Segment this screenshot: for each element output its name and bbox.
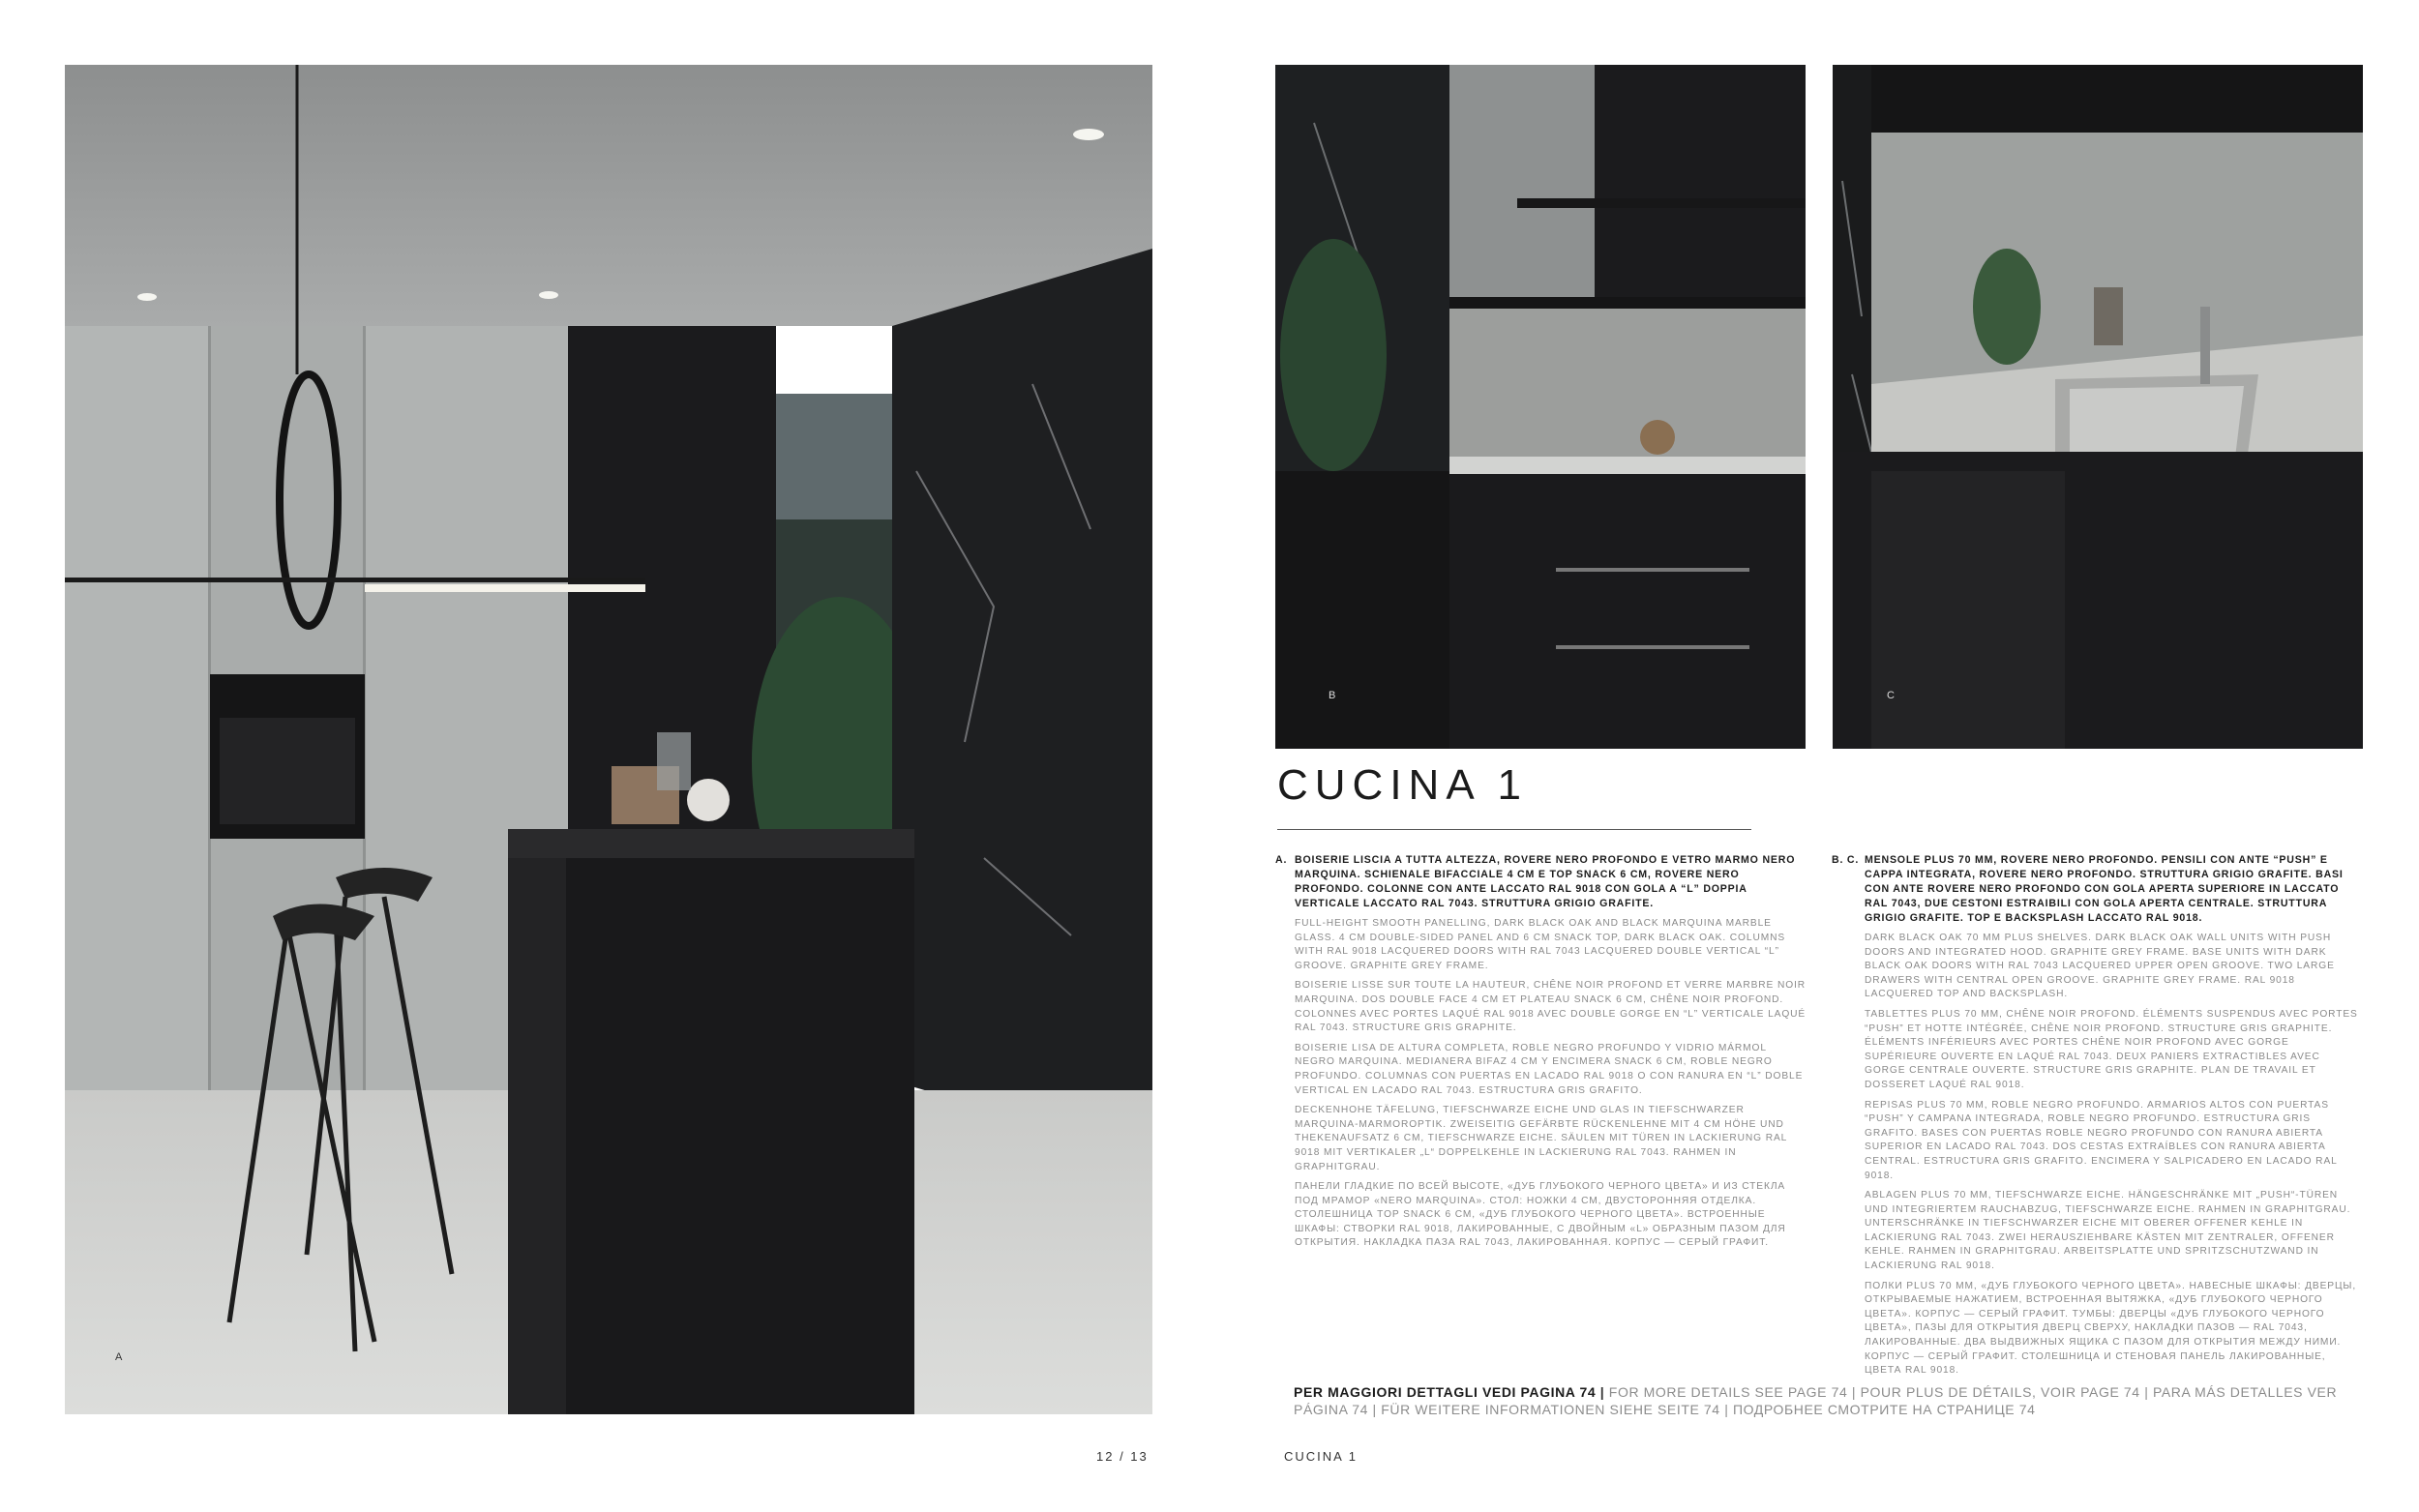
separator: | bbox=[1372, 1402, 1377, 1417]
item-marker-b: B. C. bbox=[1832, 854, 1860, 866]
separator: | bbox=[1851, 1384, 1857, 1400]
description-de: DECKENHOHE TÄFELUNG, TIEFSCHWARZE EICHE UND GLAS IN TIEFSCHWARZER MARQUINA-MARMOROPTIK. ZWEISEITIG GEFÄRBTE RÜCKENLEHNE MIT 4 CM HÖHE UND THEKENAUFSATZ 6 CM, TIEFSCHWARZE EICHE. SÄULEN MIT TÜREN IN LACKIERUNG RAL 9018 MIT VERTIKALER „L“ DOPPELKEHLE IN LACKIERUNG RAL 7043. RAHMEN IN GRAPHITGRAU. bbox=[1295, 1105, 1787, 1172]
page-numbers: 12 / 13 bbox=[1096, 1449, 1149, 1464]
kitchen-island-illustration bbox=[65, 65, 1152, 1414]
photo-label-c: C bbox=[1887, 690, 1896, 701]
item-marker-a: A. bbox=[1275, 854, 1288, 866]
photo-kitchen-island bbox=[65, 65, 1152, 1414]
item-heading-text-a: BOISERIE LISCIA A TUTTA ALTEZZA, ROVERE NERO PROFONDO E VETRO MARMO NERO MARQUINA. SCHIENALE BIFACCIALE 4 CM E TOP SNACK 6 CM, ROVERE NERO PROFONDO. COLONNE CON ANTE LACCATO RAL 9018 CON GOLA A “L” DOPPIA VERTICALE LACCATO RAL 7043. STRUTTURA GRIGIO GRAFITE. bbox=[1295, 854, 1796, 909]
more-details-es: PARA MÁS DETALLES VER PÁGINA 74 bbox=[1294, 1384, 2338, 1417]
description-es: REPISAS PLUS 70 MM, ROBLE NEGRO PROFUNDO. ARMARIOS ALTOS CON PUERTAS “PUSH” Y CAMPANA INTEGRADA, ROBLE NEGRO PROFUNDO. ESTRUCTURA GRIS GRAFITO. BASES CON PUERTAS ROBLE NEGRO PROFUNDO CON RANURA ABIERTA SUPERIOR EN LACADO RAL 7043. DOS CESTAS EXTRAÍBLES CON RANURA ABIERTA CENTRAL. ESTRUCTURA GRIS GRAFITO. ENCIMERA Y SALPICADERO EN LACADO RAL 9018. bbox=[1865, 1099, 2338, 1181]
page-title: CUCINA 1 bbox=[1277, 761, 1528, 809]
description-en: DARK BLACK OAK 70 MM PLUS SHELVES. DARK BLACK OAK WALL UNITS WITH PUSH DOORS AND INTEGRATED HOOD. GRAPHITE GREY FRAME. BASE UNITS WITH DARK BLACK OAK DOORS WITH RAL 7043 LACQUERED UPPER OPEN GROOVE. TWO LARGE DRAWERS WITH CENTRAL OPEN GROOVE. GRAPHITE GREY FRAME. RAL 9018 LACQUERED TOP AND BACKSPLASH. bbox=[1865, 933, 2335, 1000]
description-ru: ПАНЕЛИ ГЛАДКИЕ ПО ВСЕЙ ВЫСОТЕ, «ДУБ ГЛУБОКОГО ЧЕРНОГО ЦВЕТА» И ИЗ СТЕКЛА ПОД МРАМОР «NERO MARQUINA». СТОЛ: НОЖКИ 4 СМ, ДВУСТОРОННЯЯ ОТДЕЛКА. СТОЛЕШНИЦА TOP SNACK 6 СМ, «ДУБ ГЛУБОКОГО ЧЕРНОГО ЦВЕТА». ВСТРОЕННЫЕ ШКАФЫ: СТВОРКИ RAL 9018, ЛАКИРОВАННЫЕ, С ДВОЙНЫМ «L» ОБРАЗНЫМ ПАЗОМ ДЛЯ ОТКРЫТИЯ. НАКЛАДКА ПАЗА RAL 7043, ЛАКИРОВАННАЯ. КОРПУС — СЕРЫЙ ГРАФИТ. bbox=[1295, 1181, 1786, 1249]
description-en: FULL-HEIGHT SMOOTH PANELLING, DARK BLACK OAK AND BLACK MARQUINA MARBLE GLASS. 4 CM DOUBLE-SIDED PANEL AND 6 CM SNACK TOP, DARK BLACK OAK. COLUMNS WITH RAL 9018 LACQUERED DOORS WITH RAL 7043 LACQUERED DOUBLE VERTICAL “L” GROOVE. GRAPHITE GREY FRAME. bbox=[1295, 918, 1786, 971]
more-details-note bbox=[1294, 1383, 2358, 1418]
description-es: BOISERIE LISA DE ALTURA COMPLETA, ROBLE NEGRO PROFUNDO Y VIDRIO MÁRMOL NEGRO MARQUINA. MEDIANERA BIFAZ 4 CM Y ENCIMERA SNACK 6 CM, ROBLE NEGRO PROFUNDO. COLUMNAS CON PUERTAS EN LACADO RAL 9018 O CON RANURA EN “L” DOBLE VERTICAL EN LACADO RAL 7043. ESTRUCTURA GRIS GRAFITO. bbox=[1295, 1042, 1804, 1096]
photo-kitchen-wall bbox=[1275, 65, 1806, 749]
section-name: CUCINA 1 bbox=[1284, 1449, 1358, 1464]
photo-label-b: B bbox=[1329, 690, 1337, 701]
kitchen-wall-illustration bbox=[1275, 65, 1806, 749]
description-fr: TABLETTES PLUS 70 MM, CHÊNE NOIR PROFOND. ÉLÉMENTS SUSPENDUS AVEC PORTES “PUSH” ET HOTTE INTÉGRÉE, CHÊNE NOIR PROFOND. STRUCTURE GRIS GRAPHITE. ÉLÉMENTS INFÉRIEURS AVEC PORTES CHÊNE NOIR PROFOND AVEC GORGE SUPÉRIEURE OUVERTE EN LAQUÉ RAL 7043. DEUX PANIERS EXTRACTIBLES AVEC GORGE CENTRALE OUVERTE. STRUCTURE GRIS GRAPHITE. PLAN DE TRAVAIL ET DOSSERET LAQUÉ RAL 9018. bbox=[1865, 1008, 2358, 1090]
more-details-fr: POUR PLUS DE DÉTAILS, VOIR PAGE 74 bbox=[1860, 1384, 2140, 1400]
kitchen-sink-illustration bbox=[1833, 65, 2363, 749]
item-heading-text-b: MENSOLE PLUS 70 MM, ROVERE NERO PROFONDO. PENSILI CON ANTE “PUSH” E CAPPA INTEGRATA, ROVERE NERO PROFONDO. STRUTTURA GRIGIO GRAFITE. BASI CON ANTE ROVERE NERO PROFONDO CON GOLA APERTA SUPERIORE IN LACCATO RAL 7043, DUE CESTONI ESTRAIBILI CON GOLA APERTA CENTRALE. STRUTTURA GRIGIO GRAFITE. TOP E BACKSPLASH LACCATO RAL 9018. bbox=[1865, 854, 2344, 924]
title-divider bbox=[1277, 829, 1751, 830]
more-details-lead: PER MAGGIORI DETTAGLI VEDI PAGINA 74 bbox=[1294, 1384, 1597, 1400]
description-column-b bbox=[1832, 853, 2364, 1379]
more-details-de: FÜR WEITERE INFORMATIONEN SIEHE SEITE 74 bbox=[1381, 1402, 1720, 1417]
separator: | bbox=[2144, 1384, 2149, 1400]
photo-kitchen-sink bbox=[1833, 65, 2363, 749]
description-de: ABLAGEN PLUS 70 MM, TIEFSCHWARZE EICHE. HÄNGESCHRÄNKE MIT „PUSH“-TÜREN UND INTEGRIERTEM RAUCHABZUG, TIEFSCHWARZE EICHE. RAHMEN IN GRAPHITGRAU. UNTERSCHRÄNKE IN TIEFSCHWARZER EICHE MIT OBERER OFFENER KEHLE IN LACKIERUNG RAL 7043. ZWEI HERAUSZIEHBARE KÄSTEN MIT ZENTRALER, OFFENER KEHLE. RAHMEN IN GRAPHITGRAU. ARBEITSPLATTE UND SPRITZSCHUTZWAND IN LACKIERUNG RAL 9018. bbox=[1865, 1190, 2351, 1272]
separator: | bbox=[1724, 1402, 1729, 1417]
item-heading-b bbox=[1832, 853, 2364, 926]
more-details-ru: ПОДРОБНЕЕ СМОТРИТЕ НА СТРАНИЦЕ 74 bbox=[1732, 1402, 2036, 1417]
description-column-a bbox=[1275, 853, 1807, 1251]
more-details-en: FOR MORE DETAILS SEE PAGE 74 bbox=[1608, 1384, 1848, 1400]
separator: | bbox=[1599, 1384, 1605, 1400]
description-ru: ПОЛКИ PLUS 70 ММ, «ДУБ ГЛУБОКОГО ЧЕРНОГО ЦВЕТА». НАВЕСНЫЕ ШКАФЫ: ДВЕРЦЫ, ОТКРЫВАЕМЫЕ НАЖАТИЕМ, ВСТРОЕННАЯ ВЫТЯЖКА, «ДУБ ГЛУБОКОГО ЧЕРНОГО ЦВЕТА». КОРПУС — СЕРЫЙ ГРАФИТ. ТУМБЫ: ДВЕРЦЫ «ДУБ ГЛУБОКОГО ЧЕРНОГО ЦВЕТА», ПАЗЫ ДЛЯ ОТКРЫТИЯ ДВЕРЦ СВЕРХУ, НАКЛАДКИ ПАЗОВ — RAL 7043, ЛАКИРОВАННЫЕ. ДВА ВЫДВИЖНЫХ ЯЩИКА С ПАЗОМ ДЛЯ ОТКРЫТИЯ МЕЖДУ НИМИ. КОРПУС — СЕРЫЙ ГРАФИТ. СТОЛЕШНИЦА И СТЕНОВАЯ ПАНЕЛЬ ЛАКИРОВАННЫЕ, ЦВЕТА RAL 9018. bbox=[1865, 1280, 2357, 1377]
photo-label-a: A bbox=[115, 1351, 124, 1363]
description-fr: BOISERIE LISSE SUR TOUTE LA HAUTEUR, CHÊNE NOIR PROFOND ET VERRE MARBRE NOIR MARQUINA. DOS DOUBLE FACE 4 CM ET PLATEAU SNACK 6 CM, CHÊNE NOIR PROFOND. COLONNES AVEC PORTES LAQUÉ RAL 9018 AVEC DOUBLE GORGE EN “L” VERTICALE LAQUÉ RAL 7043. STRUCTURE GRIS GRAPHITE. bbox=[1295, 980, 1807, 1034]
item-heading-a bbox=[1275, 853, 1807, 911]
